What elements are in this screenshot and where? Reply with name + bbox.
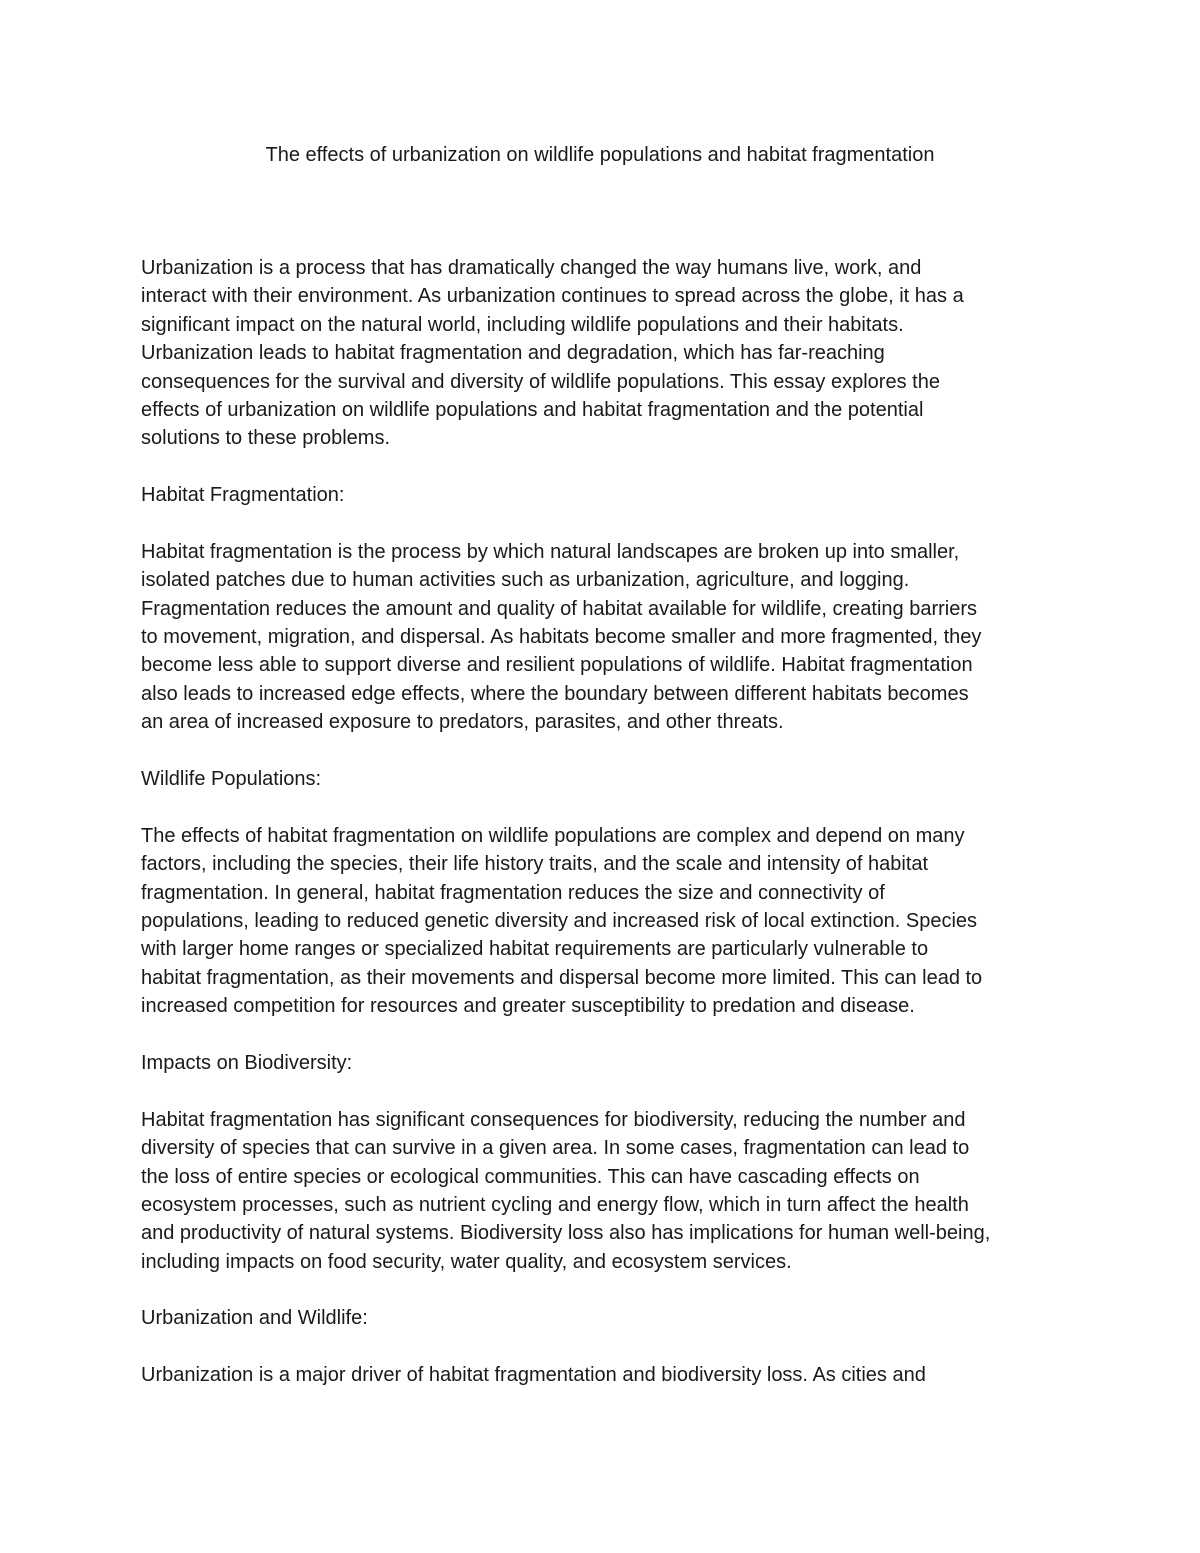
section-paragraph xyxy=(141,1106,1071,1276)
paragraph-line: Habitat fragmentation has significant consequences for biodiversity, reducing the number and xyxy=(141,1108,966,1131)
paragraph-line: effects of urbanization on wildlife populations and habitat fragmentation and the potential xyxy=(141,398,924,421)
paragraph-line: isolated patches due to human activities such as urbanization, agriculture, and logging. xyxy=(141,569,910,592)
paragraph-line: diversity of species that can survive in a given area. In some cases, fragmentation can lead to xyxy=(141,1137,970,1160)
section-heading: Urbanization and Wildlife: xyxy=(141,1307,368,1330)
paragraph-line: increased competition for resources and greater susceptibility to predation and disease. xyxy=(141,995,915,1018)
paragraph-line: interact with their environment. As urbanization continues to spread across the globe, it has a xyxy=(141,285,964,308)
paragraph-line: an area of increased exposure to predators, parasites, and other threats. xyxy=(141,711,784,734)
paragraph-line: become less able to support diverse and resilient populations of wildlife. Habitat fragmentation xyxy=(141,654,973,677)
section-heading: Wildlife Populations: xyxy=(141,768,322,791)
paragraph-line: Urbanization is a process that has dramatically changed the way humans live, work, and xyxy=(141,257,922,279)
document-title: The effects of urbanization on wildlife populations and habitat fragmentation xyxy=(265,144,935,166)
section-heading: Impacts on Biodiversity: xyxy=(141,1051,353,1074)
paragraph-line: The effects of habitat fragmentation on wildlife populations are complex and depend on many xyxy=(141,824,965,847)
intro-paragraph xyxy=(141,254,1071,453)
paragraph-line: Urbanization is a major driver of habitat fragmentation and biodiversity loss. As cities and xyxy=(141,1364,926,1387)
paragraph-line: significant impact on the natural world, including wildlife populations and their habitats. xyxy=(141,313,904,336)
paragraph-line: populations, leading to reduced genetic diversity and increased risk of local extinction. Species xyxy=(141,909,978,932)
paragraph-line: consequences for the survival and diversity of wildlife populations. This essay explores the xyxy=(141,370,940,393)
section-paragraph xyxy=(141,538,1071,737)
document-body xyxy=(141,254,1071,1390)
paragraph-line: to movement, migration, and dispersal. As habitats become smaller and more fragmented, they xyxy=(141,626,982,649)
paragraph-line: Urbanization leads to habitat fragmentation and degradation, which has far-reaching xyxy=(141,342,885,365)
paragraph-line: fragmentation. In general, habitat fragmentation reduces the size and connectivity of xyxy=(141,881,885,904)
paragraph-line: the loss of entire species or ecological communities. This can have cascading effects on xyxy=(141,1165,920,1188)
paragraph-line: Fragmentation reduces the amount and quality of habitat available for wildlife, creating barriers xyxy=(141,597,978,620)
paragraph-line: with larger home ranges or specialized habitat requirements are particularly vulnerable to xyxy=(141,938,929,961)
paragraph-line: also leads to increased edge effects, where the boundary between different habitats becomes xyxy=(141,682,969,705)
section-paragraph xyxy=(141,1361,1071,1389)
paragraph-line: habitat fragmentation, as their movements and dispersal become more limited. This can lead to xyxy=(141,966,983,989)
paragraph-line: solutions to these problems. xyxy=(141,427,391,450)
paragraph-line: and productivity of natural systems. Biodiversity loss also has implications for human well-being, xyxy=(141,1222,991,1245)
section-heading: Habitat Fragmentation: xyxy=(141,484,345,507)
paragraph-line: including impacts on food security, water quality, and ecosystem services. xyxy=(141,1250,792,1273)
paragraph-line: ecosystem processes, such as nutrient cycling and energy flow, which in turn affect the health xyxy=(141,1193,969,1216)
section-paragraph xyxy=(141,822,1071,1021)
paragraph-line: factors, including the species, their life history traits, and the scale and intensity of habitat xyxy=(141,853,929,876)
paragraph-line: Habitat fragmentation is the process by which natural landscapes are broken up into smaller, xyxy=(141,540,960,563)
